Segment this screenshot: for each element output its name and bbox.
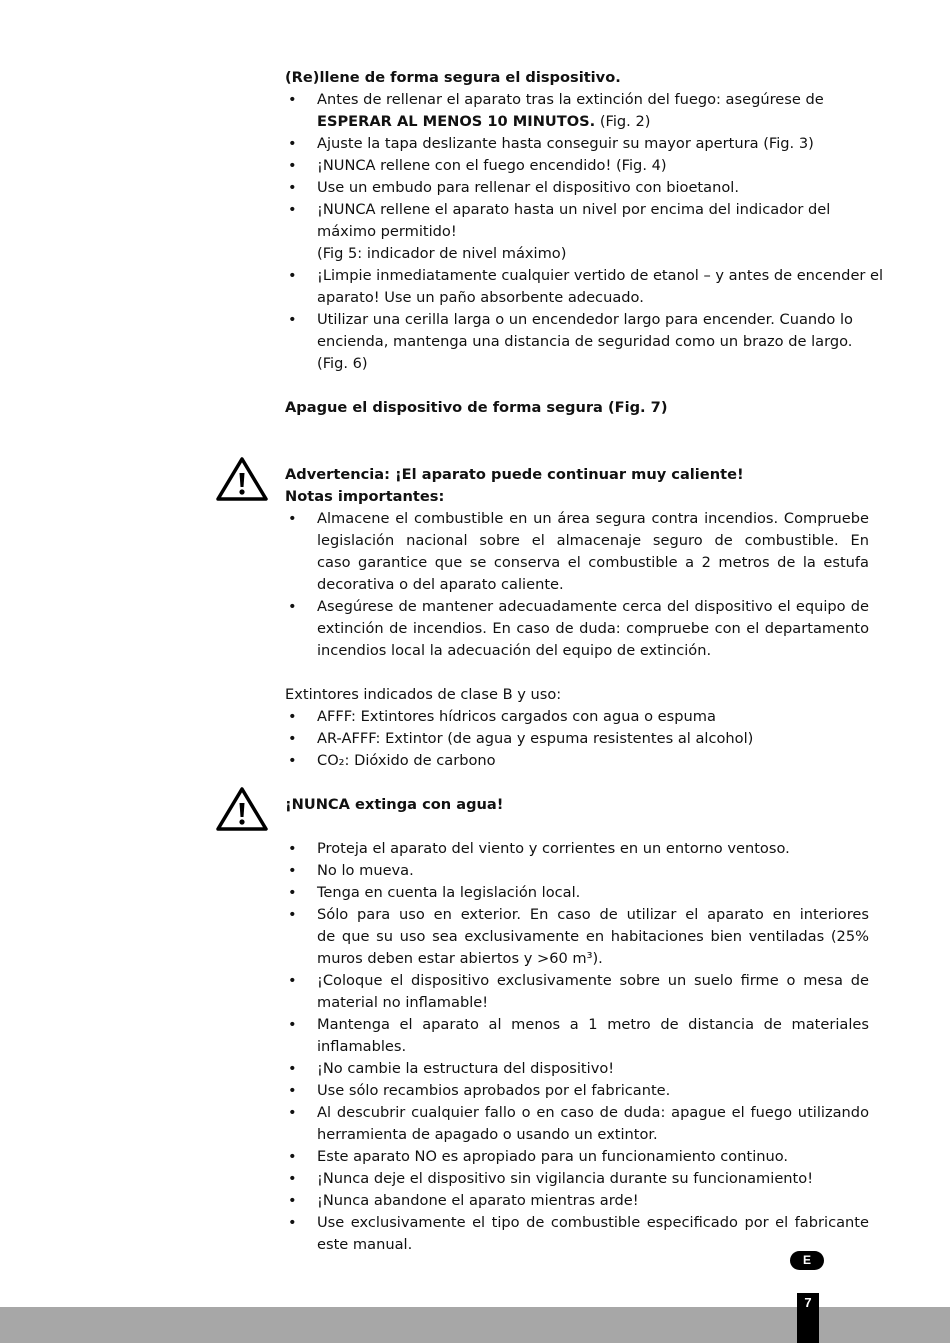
bullet-dot: • bbox=[288, 510, 297, 527]
bullet-dot: • bbox=[288, 598, 297, 615]
page-number: 7 bbox=[797, 1293, 819, 1343]
important-notes-title: Notas importantes: bbox=[285, 488, 445, 505]
bullet-dot: • bbox=[288, 1104, 297, 1121]
bullet-dot: • bbox=[288, 179, 297, 196]
rule-5-line-2: material no inflamable! bbox=[317, 994, 489, 1011]
bullet-dot: • bbox=[288, 157, 297, 174]
bullet-dot: • bbox=[288, 1170, 297, 1187]
refill-bullet-1-line-2 bbox=[317, 111, 650, 133]
bullet-dot: • bbox=[288, 752, 297, 769]
bullet-dot: • bbox=[288, 730, 297, 747]
extinguishers-intro: Extintores indicados de clase B y uso: bbox=[285, 686, 562, 703]
never-water-title: ¡NUNCA extinga con agua! bbox=[285, 796, 504, 813]
rule-4-line-2: de que su uso sea exclusivamente en habitaciones bien ventiladas (25% bbox=[317, 928, 869, 945]
bullet-dot: • bbox=[288, 906, 297, 923]
refill-bullet-1-line-1: Antes de rellenar el aparato tras la extinción del fuego: asegúrese de bbox=[317, 91, 824, 108]
section-refill-title: (Re)llene de forma segura el dispositivo. bbox=[285, 69, 621, 86]
extinguisher-item: CO₂: Dióxido de carbono bbox=[317, 752, 496, 769]
rule-4-line-1: Sólo para uso en exterior. En caso de utilizar el aparato en interiores bbox=[317, 906, 869, 923]
rule-3: Tenga en cuenta la legislación local. bbox=[317, 884, 581, 901]
refill-bullet-2: Ajuste la tapa deslizante hasta conseguir su mayor apertura (Fig. 3) bbox=[317, 135, 814, 152]
note-bullet-1-line-1: Almacene el combustible en un área segura contra incendios. Compruebe bbox=[317, 510, 869, 527]
rule-9-line-1: Al descubrir cualquier fallo o en caso de duda: apague el fuego utilizando bbox=[317, 1104, 869, 1121]
rule-10: Este aparato NO es apropiado para un funcionamiento continuo. bbox=[317, 1148, 789, 1165]
refill-bullet-5-line-3: (Fig 5: indicador de nivel máximo) bbox=[317, 245, 567, 262]
bullet-dot: • bbox=[288, 267, 297, 284]
rule-4-line-3: muros deben estar abiertos y >60 m³). bbox=[317, 950, 603, 967]
bullet-dot: • bbox=[288, 708, 297, 725]
language-badge: E bbox=[790, 1251, 824, 1270]
bullet-dot: • bbox=[288, 1192, 297, 1209]
refill-bullet-6-line-1: ¡Limpie inmediatamente cualquier vertido de etanol – y antes de encender el bbox=[317, 267, 884, 284]
bullet-dot: • bbox=[288, 972, 297, 989]
refill-bullet-6-line-2: aparato! Use un paño absorbente adecuado. bbox=[317, 289, 644, 306]
refill-bullet-5-line-1: ¡NUNCA rellene el aparato hasta un nivel por encima del indicador del bbox=[317, 201, 831, 218]
refill-bullet-7-line-3: (Fig. 6) bbox=[317, 355, 368, 372]
wait-10-minutes-emphasis: ESPERAR AL MENOS 10 MINUTOS. bbox=[317, 113, 596, 130]
rule-6-line-2: inflamables. bbox=[317, 1038, 407, 1055]
bullet-dot: • bbox=[288, 1016, 297, 1033]
refill-bullet-3: ¡NUNCA rellene con el fuego encendido! (Fig. 4) bbox=[317, 157, 667, 174]
note-bullet-2-line-1: Asegúrese de mantener adecuadamente cerca del dispositivo el equipo de bbox=[317, 598, 869, 615]
rule-1: Proteja el aparato del viento y corrientes en un entorno ventoso. bbox=[317, 840, 790, 857]
bullet-dot: • bbox=[288, 311, 297, 328]
rule-5-line-1: ¡Coloque el dispositivo exclusivamente sobre un suelo firme o mesa de bbox=[317, 972, 869, 989]
note-bullet-1-line-2: legislación nacional sobre el almacenaje seguro de combustible. En bbox=[317, 532, 869, 549]
bullet-dot: • bbox=[288, 201, 297, 218]
section-extinguish-title: Apague el dispositivo de forma segura (Fig. 7) bbox=[285, 399, 668, 416]
rule-8: Use sólo recambios aprobados por el fabricante. bbox=[317, 1082, 671, 1099]
warning-triangle-icon bbox=[216, 456, 268, 502]
extinguisher-item: AFFF: Extintores hídricos cargados con agua o espuma bbox=[317, 708, 716, 725]
extinguisher-item: AR-AFFF: Extintor (de agua y espuma resistentes al alcohol) bbox=[317, 730, 754, 747]
bullet-dot: • bbox=[288, 1214, 297, 1231]
note-bullet-1-line-4: decorativa o del aparato caliente. bbox=[317, 576, 564, 593]
bullet-dot: • bbox=[288, 884, 297, 901]
note-bullet-2-line-3: incendios local la adecuación del equipo de extinción. bbox=[317, 642, 712, 659]
rule-2: No lo mueva. bbox=[317, 862, 414, 879]
refill-bullet-5-line-2: máximo permitido! bbox=[317, 223, 457, 240]
rule-11: ¡Nunca deje el dispositivo sin vigilancia durante su funcionamiento! bbox=[317, 1170, 814, 1187]
bullet-dot: • bbox=[288, 862, 297, 879]
bullet-dot: • bbox=[288, 1148, 297, 1165]
warning-hot-title: Advertencia: ¡El aparato puede continuar muy caliente! bbox=[285, 466, 744, 483]
note-bullet-2-line-2: extinción de incendios. En caso de duda: compruebe con el departamento bbox=[317, 620, 869, 637]
rule-6-line-1: Mantenga el aparato al menos a 1 metro de distancia de materiales bbox=[317, 1016, 869, 1033]
rule-13-line-2: este manual. bbox=[317, 1236, 413, 1253]
bullet-dot: • bbox=[288, 1060, 297, 1077]
rule-12: ¡Nunca abandone el aparato mientras arde! bbox=[317, 1192, 639, 1209]
bullet-dot: • bbox=[288, 1082, 297, 1099]
refill-bullet-7-line-2: encienda, mantenga una distancia de seguridad como un brazo de largo. bbox=[317, 333, 853, 350]
bullet-dot: • bbox=[288, 840, 297, 857]
bullet-dot: • bbox=[288, 135, 297, 152]
refill-bullet-4: Use un embudo para rellenar el dispositivo con bioetanol. bbox=[317, 179, 739, 196]
rule-7: ¡No cambie la estructura del dispositivo! bbox=[317, 1060, 615, 1077]
note-bullet-1-line-3: caso garantice que se conserva el combustible a 2 metros de la estufa bbox=[317, 554, 869, 571]
bullet-dot: • bbox=[288, 91, 297, 108]
refill-bullet-7-line-1: Utilizar una cerilla larga o un encendedor largo para encender. Cuando lo bbox=[317, 311, 853, 328]
rule-9-line-2: herramienta de apagado o usando un extintor. bbox=[317, 1126, 658, 1143]
fig-2-ref: (Fig. 2) bbox=[595, 113, 651, 130]
rule-13-line-1: Use exclusivamente el tipo de combustible especificado por el fabricante bbox=[317, 1214, 869, 1231]
warning-triangle-icon bbox=[216, 786, 268, 832]
